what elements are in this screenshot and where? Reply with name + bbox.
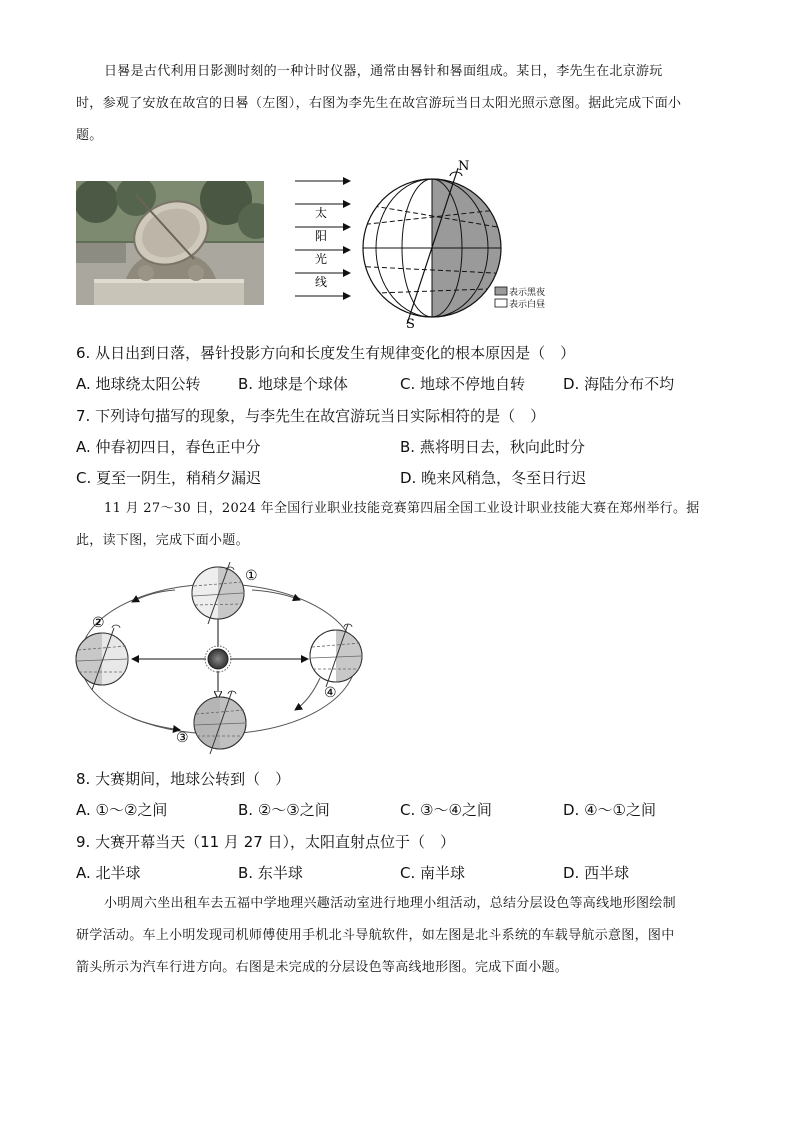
sunlight-globe-figure bbox=[290, 156, 560, 332]
sunlight-char-4: 线 bbox=[315, 275, 328, 289]
question-7-option-a[interactable]: A. 仲春初四日，春色正中分 bbox=[76, 438, 261, 456]
position-label-4: ④ bbox=[324, 685, 337, 701]
south-label: S bbox=[406, 317, 415, 332]
question-9-stem: 9. 大赛开幕当天（11 月 27 日），太阳直射点位于（ ） bbox=[76, 833, 456, 851]
question-8-option-c[interactable]: C. ③～④之间 bbox=[400, 801, 492, 819]
legend-night-swatch bbox=[495, 287, 507, 295]
intro1-line3: 题。 bbox=[76, 128, 103, 143]
question-6-option-b[interactable]: B. 地球是个球体 bbox=[238, 375, 348, 393]
position-label-2: ② bbox=[92, 615, 105, 631]
intro1-line2: 时，参观了安放在故宫的日晷（左图），右图为李先生在故宫游玩当日太阳光照示意图。据此完成下面小 bbox=[76, 96, 682, 111]
question-8-stem: 8. 大赛期间，地球公转到（ ） bbox=[76, 770, 291, 788]
position-label-3: ③ bbox=[176, 730, 189, 746]
earth-position-4 bbox=[310, 624, 362, 687]
intro1-line1: 日晷是古代利用日影测时刻的一种计时仪器，通常由晷针和晷面组成。某日，李先生在北京游玩 bbox=[104, 64, 663, 79]
legend-night-label: 表示黑夜 bbox=[509, 288, 546, 298]
question-6-option-c[interactable]: C. 地球不停地自转 bbox=[400, 375, 526, 393]
sunlight-char-2: 阳 bbox=[315, 229, 328, 243]
legend-day-swatch bbox=[495, 299, 507, 307]
sun-icon bbox=[208, 649, 228, 669]
sunlight-char-1: 太 bbox=[315, 206, 328, 220]
intro-paragraph-sundial bbox=[76, 56, 716, 152]
question-9-option-a[interactable]: A. 北半球 bbox=[76, 864, 141, 882]
earth-position-1 bbox=[192, 562, 244, 624]
legend-day-label: 表示白昼 bbox=[509, 300, 546, 310]
intro3-line2: 研学活动。车上小明发现司机师傅使用手机北斗导航软件，如左图是北斗系统的车载导航示意图，图中 bbox=[76, 928, 675, 943]
sundial-photo bbox=[76, 181, 264, 305]
question-6-option-a[interactable]: A. 地球绕太阳公转 bbox=[76, 375, 201, 393]
intro3-line3: 箭头所示为汽车行进方向。右图是未完成的分层设色等高线地形图。完成下面小题。 bbox=[76, 960, 569, 975]
question-7-option-d[interactable]: D. 晚来风稍急，冬至日行迟 bbox=[400, 469, 587, 487]
question-6-option-d[interactable]: D. 海陆分布不均 bbox=[563, 375, 675, 393]
question-9-option-b[interactable]: B. 东半球 bbox=[238, 864, 303, 882]
earth-position-2 bbox=[76, 625, 128, 690]
intro2-line2: 此，读下图，完成下面小题。 bbox=[76, 533, 249, 548]
intro2-line1: 11 月 27～30 日，2024 年全国行业职业技能竞赛第四届全国工业设计职业技能大赛在郑州举行。据 bbox=[104, 501, 700, 516]
question-7-option-b[interactable]: B. 燕将明日去，秋向此时分 bbox=[400, 438, 585, 456]
intro3-line1: 小明周六坐出租车去五福中学地理兴趣活动室进行地理小组活动，总结分层设色等高线地形图绘制 bbox=[104, 896, 676, 911]
sunlight-char-3: 光 bbox=[315, 252, 328, 266]
question-9-option-d[interactable]: D. 西半球 bbox=[563, 864, 630, 882]
question-8-option-b[interactable]: B. ②～③之间 bbox=[238, 801, 330, 819]
north-label: N bbox=[458, 159, 470, 174]
question-7-option-c[interactable]: C. 夏至一阴生，稍稍夕漏迟 bbox=[76, 469, 262, 487]
position-label-1: ① bbox=[245, 568, 258, 584]
question-6-stem: 6. 从日出到日落，晷针投影方向和长度发生有规律变化的根本原因是（ ） bbox=[76, 344, 576, 362]
question-8-option-a[interactable]: A. ①～②之间 bbox=[76, 801, 168, 819]
earth-position-3 bbox=[194, 691, 246, 754]
earth-orbit-figure bbox=[70, 560, 370, 755]
question-9-option-c[interactable]: C. 南半球 bbox=[400, 864, 466, 882]
question-8-option-d[interactable]: D. ④～①之间 bbox=[563, 801, 656, 819]
question-7-stem: 7. 下列诗句描写的现象，与李先生在故宫游玩当日实际相符的是（ ） bbox=[76, 407, 546, 425]
intro-paragraph-navigation bbox=[76, 888, 716, 984]
intro-paragraph-competition bbox=[76, 493, 716, 557]
